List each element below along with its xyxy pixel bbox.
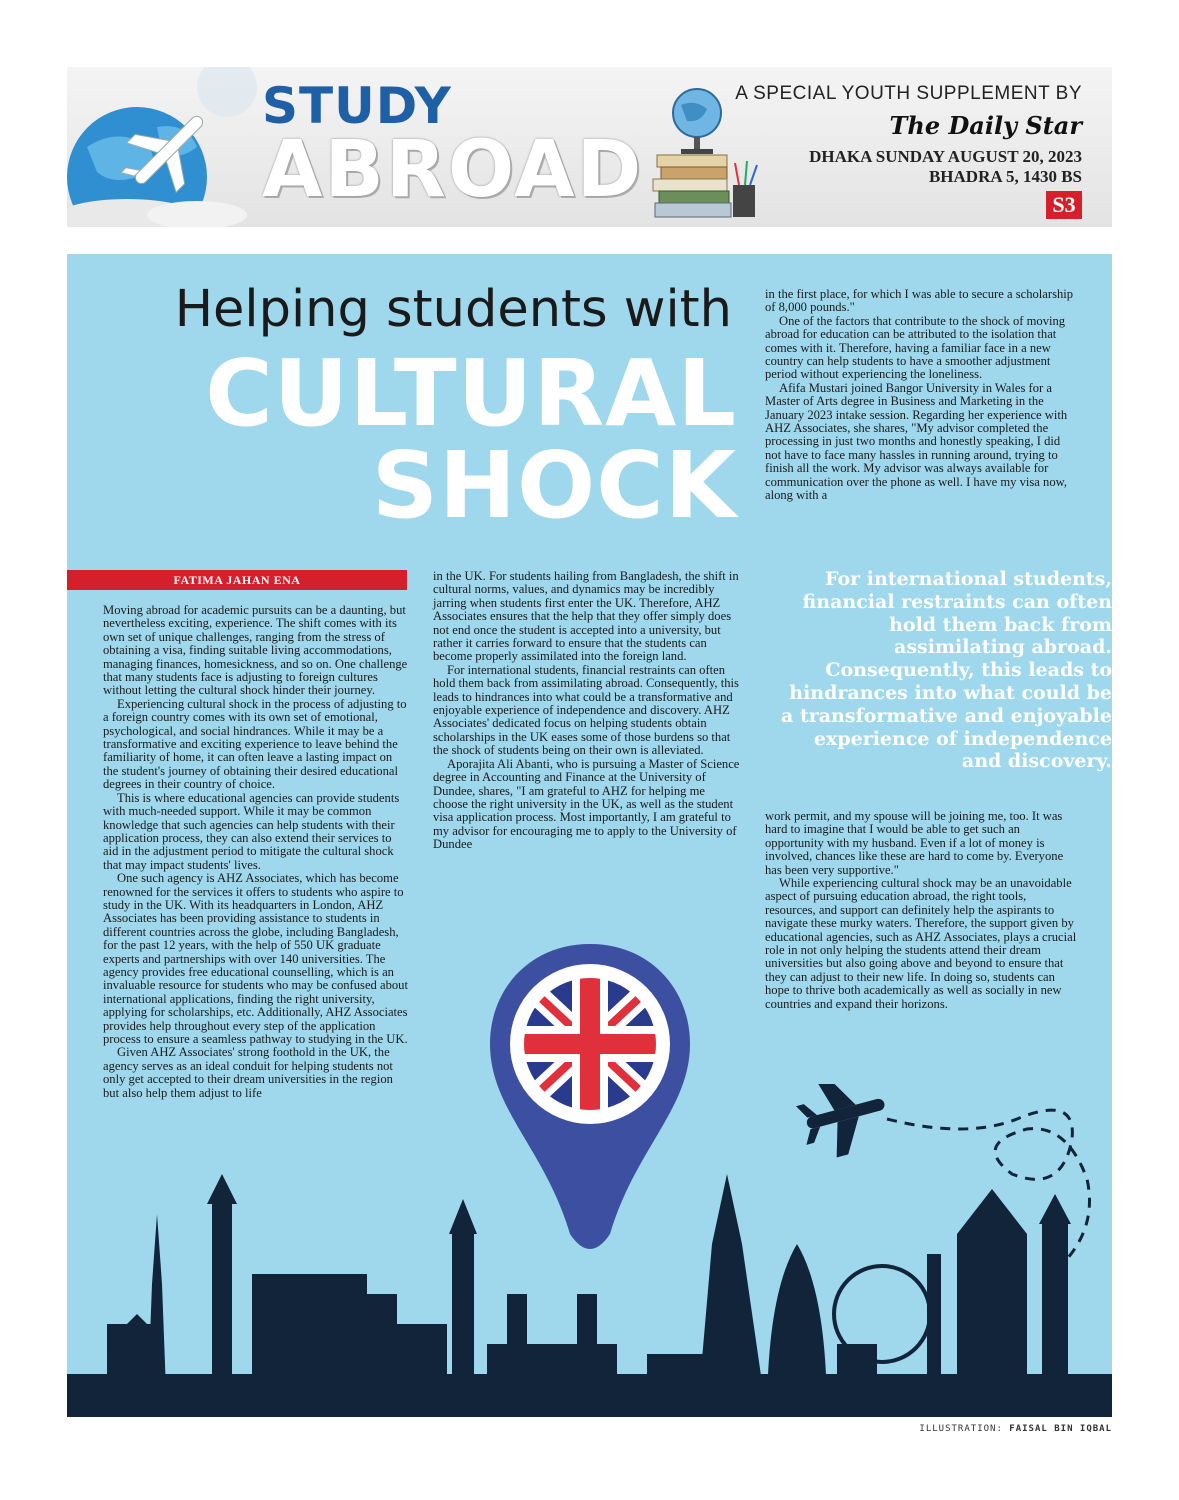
paragraph: Experiencing cultural shock in the process of adjusting to a foreign country comes with its own set of emotional, psychological, and social hindrances. While it may be a transformative and exciting experience to leave behind the familiarity of home, it can often leave a lasting impact on the student's journey of obtaining their desired educational degrees in their country of choice. bbox=[103, 696, 407, 792]
byline: FATIMA JAHAN ENA bbox=[67, 570, 407, 590]
article-column-3-bottom bbox=[765, 810, 1077, 1011]
headline-word-shock: SHOCK bbox=[371, 432, 737, 539]
london-skyline-icon bbox=[67, 1174, 1112, 1417]
paragraph: Given AHZ Associates' strong foothold in the UK, the agency serves as an ideal conduit for helping students not only get accepted to their dream universities in the region but also help them adjust to life bbox=[103, 1045, 393, 1100]
credit-name: FAISAL BIN IQBAL bbox=[1009, 1424, 1112, 1434]
dateline-date: DHAKA SUNDAY AUGUST 20, 2023 bbox=[809, 147, 1082, 166]
article-column-2 bbox=[433, 570, 741, 852]
paragraph: in the UK. For students hailing from Bangladesh, the shift in cultural norms, values, and dynamics may be incredibly jarring when students first enter the UK. Therefore, AHZ Associates ensures that the help that they offer simply does not end once the student is accepted into a university, but rather it carries forward to ensure that the students can become properly assimilated into the foreign land. bbox=[433, 569, 739, 664]
section-title-abroad: ABROAD bbox=[262, 125, 644, 215]
page-number-badge: S3 bbox=[1046, 191, 1082, 219]
paragraph: While experiencing cultural shock may be an unavoidable aspect of pursuing education abroad, the right tools, resources, and support can definitely help the aspirants to navigate these murky waters. Therefore, the support given by educational agencies, such as AHZ Associates, plays a crucial role in not only helping the students attend their dream universities but also going above and beyond to ensure that they can adjust to their new life. In doing so, students can hope to thrive both academically as well as socially in new countries and expand their horizons. bbox=[765, 876, 1077, 1011]
credit-label: ILLUSTRATION: bbox=[919, 1424, 1003, 1434]
newspaper-masthead: The Daily Star bbox=[889, 111, 1082, 140]
paragraph: in the first place, for which I was able to secure a scholarship of 8,000 pounds." bbox=[765, 287, 1074, 315]
paragraph: One such agency is AHZ Associates, which has become renowned for the services it offers to students who aspire to study in the UK. With its headquarters in London, AHZ Associates has been providing assistance to students in different countries across the globe, including Bangladesh, for the past 12 years, with the help of 550 UK graduate experts and partnerships with over 140 universities. The agency provides free educational counselling, which is an invaluable resource for students who may be confused about international applications, finding the right university, applying for scholarships, etc. Additionally, AHZ Associates provides help throughout every step of the application process to ensure a seamless pathway to studying in the UK. bbox=[103, 871, 408, 1046]
paragraph: work permit, and my spouse will be joining me, too. It was hard to imagine that I would be able to get such an opportunity with my husband. Even if a lot of money is involved, chances like these are hard to come by. Everyone has been very supportive." bbox=[765, 809, 1064, 877]
article-column-3-top bbox=[765, 288, 1077, 503]
headline-main bbox=[162, 340, 737, 539]
section-title-study: STUDY bbox=[262, 77, 452, 135]
article-column-1 bbox=[103, 604, 408, 1100]
pull-quote: For international students, financial restraints can often hold them back from assimilating abroad. Consequently, this leads to hindrances into what could be a transformative and enjoyable experience of independence and discovery. bbox=[781, 568, 1112, 773]
headline-kicker: Helping students with bbox=[174, 280, 732, 339]
dateline-bangla-date: BHADRA 5, 1430 BS bbox=[928, 167, 1082, 186]
paragraph: Aporajita Ali Abanti, who is pursuing a Master of Science degree in Accounting and Finance at the University of Dundee, shares, "I am grateful to AHZ for helping me choose the right university in the UK, as well as the student visa application process. Most importantly, I am grateful to my advisor for encouraging me to apply to the University of Dundee bbox=[433, 756, 740, 852]
illustration-credit bbox=[919, 1424, 1112, 1434]
paragraph: One of the factors that contribute to the shock of moving abroad for education can be attributed to the isolation that comes with it. Therefore, having a familiar face in a new country can help students to have a smoother adjustment period without experiencing the loneliness. bbox=[765, 313, 1066, 382]
headline-word-cultural: CULTURAL bbox=[205, 340, 737, 447]
supplement-label: A SPECIAL YOUTH SUPPLEMENT BY bbox=[735, 83, 1082, 104]
paragraph: For international students, financial restraints can often hold them back from assimilating abroad. Consequently, this leads to hindrances into what could be a transformative and enjoyable experience of independence and discovery. AHZ Associates' dedicated focus on helping students obtain scholarships in the UK eases some of those burdens so that the shock of students being on their own is alleviated. bbox=[433, 662, 739, 758]
paragraph: This is where educational agencies can provide students with much-needed support. While it may be common knowledge that such agencies can help students with their application process, they can also extend their services to aid in the adjustment period to mitigate the cultural shock that may impact students' lives. bbox=[103, 790, 400, 872]
paragraph: Afifa Mustari joined Bangor University in Wales for a Master of Arts degree in Business and Marketing in the January 2023 intake session. Regarding her experience with AHZ Associates, she shares, "My advisor completed the processing in just two months and honestly speaking, I did not have to face many hassles in running around, trying to finish all the work. My advisor was always available for communication over the phone as well. I have my visa now, along with a bbox=[765, 380, 1068, 503]
dateline bbox=[809, 147, 1082, 187]
supplement-header bbox=[67, 67, 1112, 227]
paragraph: Moving abroad for academic pursuits can be a daunting, but nevertheless exciting, experience. The shift comes with its own set of unique challenges, ranging from the stress of obtaining a visa, finding suitable living accommodations, managing finances, homesickness, and so on. One challenge that many students face is adjusting to foreign cultures without letting the cultural shock hinder their journey. bbox=[103, 603, 408, 698]
article-panel bbox=[67, 254, 1112, 1417]
